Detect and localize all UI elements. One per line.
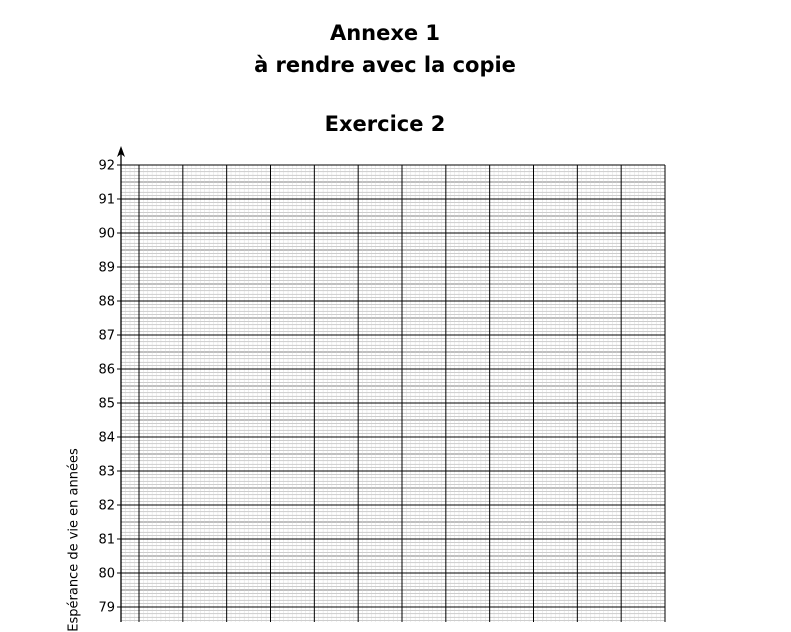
- major-gridlines: [121, 165, 665, 622]
- y-tick-label: 87: [98, 328, 115, 344]
- y-tick-label: 86: [98, 362, 115, 378]
- annex-title: Annexe 1: [329, 21, 441, 45]
- y-tick-label: 90: [98, 226, 115, 242]
- y-axis: [117, 146, 125, 622]
- y-tick-label: 80: [98, 566, 115, 582]
- y-tick-label: 85: [98, 396, 115, 412]
- y-tick-label: 83: [98, 464, 115, 480]
- y-tick-label: 89: [98, 260, 115, 276]
- y-tick-label: 88: [98, 294, 115, 310]
- y-tick-label: 92: [98, 158, 115, 174]
- annex-subtitle: à rendre avec la copie: [254, 53, 516, 77]
- exercise-title: Exercice 2: [324, 112, 446, 136]
- y-tick-label: 91: [98, 192, 115, 208]
- y-tick-label: 79: [98, 600, 115, 616]
- y-axis-label: Espérance de vie en années: [66, 448, 82, 632]
- y-tick-label: 84: [98, 430, 115, 446]
- y-tick-label: 82: [98, 498, 115, 514]
- y-tick-label: 81: [98, 532, 115, 548]
